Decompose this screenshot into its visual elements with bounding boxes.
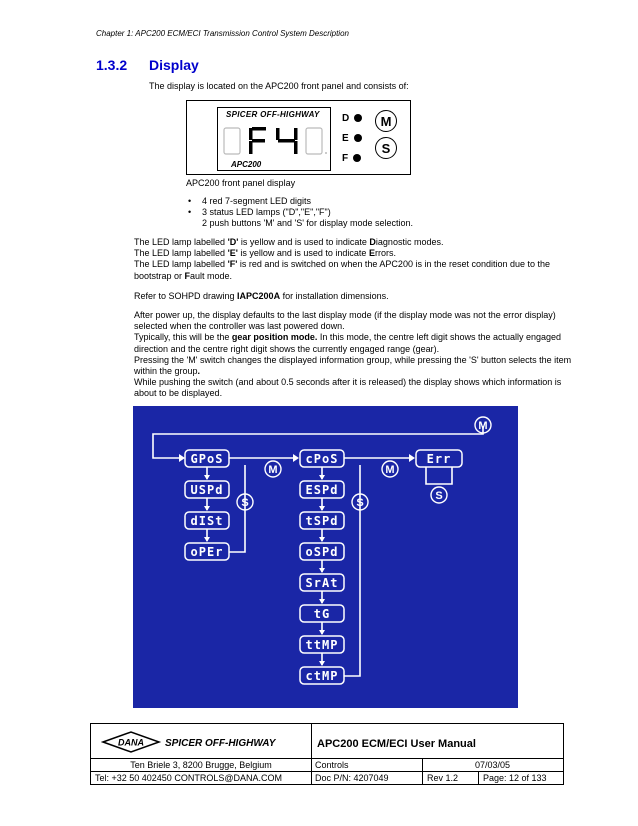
panel-model: APC200 xyxy=(231,160,262,169)
sub-item-3-label: oSPd xyxy=(305,545,339,559)
sub-item-0-label: cPoS xyxy=(305,452,339,466)
error-loop-line xyxy=(426,467,452,484)
list-item-continuation: 2 push buttons 'M' and 'S' for display mode selection. xyxy=(202,218,413,229)
intro-text: The display is located on the APC200 front panel and consists of: xyxy=(149,81,409,91)
panel-button-s: S xyxy=(375,137,397,159)
list-item: • 3 status LED lamps ("D","E","F") xyxy=(186,207,413,218)
digit-f xyxy=(249,127,266,154)
menu-item-3-label: oPEr xyxy=(190,545,224,559)
sub-item-5-label: tG xyxy=(313,607,331,621)
footer-address: Ten Briele 3, 8200 Brugge, Belgium xyxy=(130,760,272,770)
panel-brand: SPICER OFF-HIGHWAY xyxy=(226,110,320,119)
col1-down-arrow xyxy=(204,475,210,480)
button-m-icon-2-label: M xyxy=(385,464,395,476)
col2-down-arrow xyxy=(319,537,325,542)
section-number: 1.3.2 xyxy=(96,57,128,73)
dana-logo xyxy=(101,730,301,754)
list-item: • 4 red 7-segment LED digits xyxy=(186,196,413,207)
footer-date: 07/03/05 xyxy=(474,760,511,770)
led-line-d: The LED lamp labelled 'D' is yellow and is used to indicate Diagnostic modes. xyxy=(134,237,444,247)
logo-company: DANA xyxy=(118,737,144,748)
col1-down-arrow xyxy=(204,506,210,511)
button-s-icon-3-label: S xyxy=(435,490,443,502)
footer-doc-number: Doc P/N: 4207049 xyxy=(315,773,389,783)
col2-down-arrow xyxy=(319,568,325,573)
button-m-icon-label: M xyxy=(268,464,278,476)
sub-item-1-label: ESPd xyxy=(305,483,339,497)
menu-flow-svg xyxy=(133,406,518,708)
menu-item-1-label: USPd xyxy=(190,483,224,497)
sub-item-7-label: ctMP xyxy=(305,669,339,683)
error-item-label: Err xyxy=(426,452,452,466)
col1-down-arrow xyxy=(204,537,210,542)
footer-revision: Rev 1.2 xyxy=(427,773,459,783)
refer-text: Refer to SOHPD drawing IAPC200A for installation dimensions. xyxy=(134,291,389,301)
col2-down-arrow xyxy=(319,599,325,604)
col2-down-arrow xyxy=(319,630,325,635)
chapter-header: Chapter 1: APC200 ECM/ECI Transmission Control System Description xyxy=(96,29,349,38)
col2-down-arrow xyxy=(319,506,325,511)
loop-button-m-icon-label: M xyxy=(478,420,488,432)
footer-contact: Tel: +32 50 402450 CONTROLS@DANA.COM xyxy=(95,773,282,783)
menu-item-0-label: GPoS xyxy=(190,452,224,466)
footer-page: Page: 12 of 133 xyxy=(483,773,547,783)
col1-to-col2-arrow xyxy=(293,454,299,462)
led-line-e: The LED lamp labelled 'E' is yellow and is used to indicate Errors. xyxy=(134,248,396,259)
top-loop-arrow xyxy=(179,454,185,462)
col2-to-col3-arrow xyxy=(409,454,415,462)
menu-item-2-label: dISt xyxy=(190,514,224,528)
lamp-d: D xyxy=(342,113,362,124)
sub-item-2-label: tSPd xyxy=(305,514,339,528)
front-panel-illustration xyxy=(186,100,411,175)
lamp-f: F xyxy=(342,153,361,164)
col2-down-arrow xyxy=(319,661,325,666)
button-s-icon-label: S xyxy=(241,497,249,509)
sub-item-6-label: ttMP xyxy=(305,638,339,652)
led-description xyxy=(134,237,574,282)
led-line-f: The LED lamp labelled 'F' is red and is switched on when the APC200 is in the reset condition due to the bootstrap or Fault mode. xyxy=(134,259,551,281)
power-up-text: After power up, the display defaults to the last display mode (if the display mode was not the error display) selected when the controller was last powered down. Typically, this will be the gear position mode. In this mode, the centre left digit shows the actually engaged direction and the centre right digit shows the currently engaged range (gear). Pressing the 'M' switch changes the displayed information group, while pressing the 'S' button selects the item within the group. While pushing the switch (and about 0.5 seconds after it is released) the display shows which information is about to be displayed. xyxy=(134,310,572,399)
logo-brand: SPICER OFF-HIGHWAY xyxy=(165,738,276,749)
col2-down-arrow xyxy=(319,475,325,480)
sub-item-4-label: SrAt xyxy=(305,576,339,590)
manual-title: APC200 ECM/ECI User Manual xyxy=(317,738,476,750)
button-s-icon-2-label: S xyxy=(356,497,364,509)
display-window xyxy=(217,107,331,171)
feature-list xyxy=(186,196,413,230)
panel-button-m: M xyxy=(375,110,397,132)
digit-4 xyxy=(276,128,298,154)
seven-segment-display xyxy=(218,125,330,157)
panel-caption: APC200 front panel display xyxy=(186,178,296,188)
footer-table xyxy=(90,723,564,785)
display-menu-diagram xyxy=(133,406,518,708)
lamp-e: E xyxy=(342,133,362,144)
section-title: Display xyxy=(149,57,199,73)
footer-dept: Controls xyxy=(315,760,349,770)
